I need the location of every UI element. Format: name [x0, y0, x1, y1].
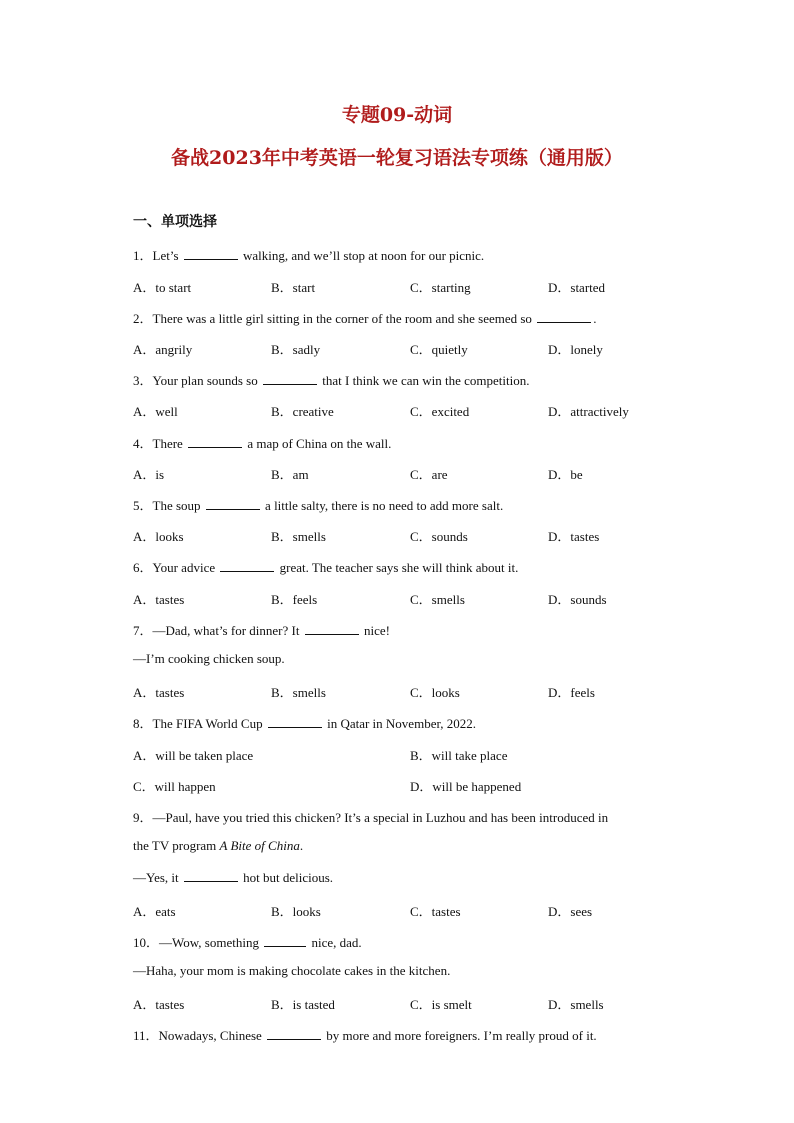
question-11: 11．Nowadays, Chinese by more and more foreigners. I’m really proud of it. [133, 1028, 597, 1043]
option-d: D．will be happened [410, 779, 522, 794]
question-4: 4．There a map of China on the wall. [133, 436, 392, 451]
answer-blank [263, 372, 317, 385]
section-heading: 一、单项选择 [133, 214, 217, 230]
option-b: B．is tasted [271, 997, 335, 1012]
answer-blank [268, 715, 322, 728]
option-c: C．looks [410, 685, 460, 700]
question-5: 5．The soup a little salty, there is no need to add more salt. [133, 498, 504, 513]
option-d: D．tastes [548, 529, 600, 544]
question-8: 8．The FIFA World Cup in Qatar in November, 2022. [133, 716, 477, 731]
question-9-reply: —Yes, it hot but delicious. [133, 870, 334, 885]
option-b: B．creative [271, 404, 334, 419]
option-d: D．feels [548, 685, 595, 700]
option-a: A．tastes [133, 685, 185, 700]
answer-blank [206, 497, 260, 510]
page-title: 备战2023年中考英语一轮复习语法专项练（通用版） [171, 147, 623, 169]
option-a: A．is [133, 467, 165, 482]
option-a: A．to start [133, 280, 192, 295]
option-d: D．sounds [548, 592, 607, 607]
topic-title: 专题09-动词 [341, 104, 453, 126]
question-6: 6．Your advice great. The teacher says she will think about it. [133, 560, 519, 575]
option-d: D．sees [548, 904, 593, 919]
option-d: D．attractively [548, 404, 629, 419]
question-9-continued: the TV program A Bite of China. [133, 838, 304, 853]
option-a: A．angrily [133, 342, 193, 357]
question-10-reply: —Haha, your mom is making chocolate cakes in the kitchen. [133, 963, 451, 978]
option-b: B．will take place [410, 748, 508, 763]
answer-blank [184, 247, 238, 260]
answer-blank [188, 435, 242, 448]
option-a: A．will be taken place [133, 748, 254, 763]
option-d: D．started [548, 280, 606, 295]
option-a: A．looks [133, 529, 184, 544]
option-c: C．excited [410, 404, 470, 419]
option-b: B．sadly [271, 342, 321, 357]
option-b: B．looks [271, 904, 321, 919]
option-c: C．quietly [410, 342, 468, 357]
answer-blank [305, 622, 359, 635]
answer-blank [264, 934, 306, 947]
option-b: B．feels [271, 592, 318, 607]
option-c: C．tastes [410, 904, 461, 919]
option-d: D．be [548, 467, 583, 482]
question-7-reply: —I’m cooking chicken soup. [133, 651, 285, 666]
option-a: A．well [133, 404, 178, 419]
option-c: C．smells [410, 592, 465, 607]
question-10: 10．—Wow, something nice, dad. [133, 935, 362, 950]
option-d: D．lonely [548, 342, 603, 357]
answer-blank [267, 1027, 321, 1040]
option-d: D．smells [548, 997, 604, 1012]
option-b: B．am [271, 467, 309, 482]
option-c: C．starting [410, 280, 471, 295]
answer-blank [184, 869, 238, 882]
question-7: 7．—Dad, what’s for dinner? It nice! [133, 623, 390, 638]
option-b: B．smells [271, 529, 326, 544]
option-c: C．will happen [133, 779, 216, 794]
option-a: A．eats [133, 904, 176, 919]
answer-blank [220, 559, 274, 572]
option-b: B．start [271, 280, 316, 295]
option-c: C．is smelt [410, 997, 472, 1012]
option-a: A．tastes [133, 592, 185, 607]
option-b: B．smells [271, 685, 326, 700]
option-c: C．are [410, 467, 448, 482]
question-1: 1．Let’s walking, and we’ll stop at noon for our picnic. [133, 248, 485, 263]
question-3: 3．Your plan sounds so that I think we can win the competition. [133, 373, 530, 388]
option-c: C．sounds [410, 529, 468, 544]
option-a: A．tastes [133, 997, 185, 1012]
question-9: 9．—Paul, have you tried this chicken? It’s a special in Luzhou and has been introduced in [133, 810, 609, 825]
answer-blank [537, 310, 591, 323]
question-2: 2．There was a little girl sitting in the corner of the room and she seemed so . [133, 311, 597, 326]
